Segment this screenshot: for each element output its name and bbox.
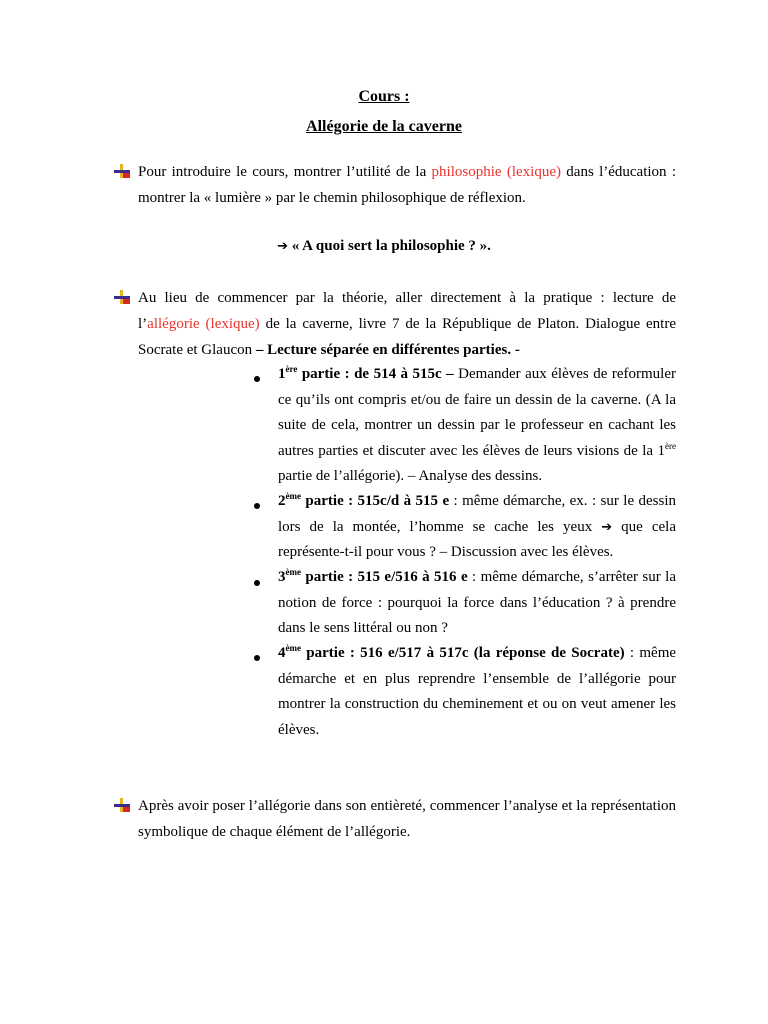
bullet-dot-icon (254, 376, 260, 382)
arrow-right-icon: ➔ (601, 519, 613, 535)
bullet-cross-icon (114, 798, 130, 812)
lexique-term: philosophie (lexique) (431, 164, 561, 180)
part-number: 1 (278, 366, 286, 382)
part-ordinal: ème (285, 491, 301, 501)
part-ordinal: ème (285, 567, 301, 577)
practice-paragraph (138, 285, 676, 363)
part-item (278, 362, 676, 490)
course-label: Cours : (358, 88, 410, 105)
part-item (278, 641, 676, 743)
part-number: 2 (278, 493, 286, 509)
bullet-cross-icon (114, 164, 130, 178)
part-number: 3 (278, 569, 286, 585)
part-heading: partie : 516 e/517 à 517c (la réponse de Socrate) (306, 645, 625, 661)
part-text-b: partie de l’allégorie). – Analyse des dessins. (278, 468, 543, 484)
practice-text-a: Au lieu de commencer par la théorie, aller directement à la pratique : lecture de l’ (138, 290, 676, 332)
part-item (278, 489, 676, 566)
part-heading: partie : 515c/d à 515 e (305, 493, 450, 509)
intro-text-b: dans l’éducation : montrer la « lumière » par le chemin philosophique de réflexion. (138, 164, 677, 206)
bullet-cross-icon (114, 290, 130, 304)
part-ordinal: ère (285, 364, 298, 374)
question-text: « A quoi sert la philosophie ? ». (291, 238, 491, 254)
practice-text-b: de la caverne, livre 7 de la République de Platon. Dialogue entre Socrate et Glaucon (138, 316, 676, 358)
intro-text-a: Pour introduire le cours, montrer l’utilité de la (138, 164, 427, 180)
lexique-term: allégorie (lexique) (147, 316, 260, 332)
question-line (0, 238, 768, 255)
part-text-a: : même démarche, s’arrêter sur la notion de force : pourquoi la force dans l’éducation ? à prendre dans le sens littéral ou non ? (278, 569, 676, 636)
part-text-b: que cela représente-t-il pour vous ? – Discussion avec les élèves. (278, 518, 676, 560)
bullet-dot-icon (254, 580, 260, 586)
part-text-a: : même démarche et en plus reprendre l’ensemble de l’allégorie pour montrer la construction du cheminement et ou on veut amener les élèves. (278, 645, 677, 738)
document-title: Allégorie de la caverne (306, 118, 462, 135)
part-number: 4 (278, 645, 286, 661)
bullet-dot-icon (254, 655, 260, 661)
arrow-right-icon: ➔ (277, 239, 288, 254)
practice-bold-text: – Lecture séparée en différentes parties. - (255, 342, 520, 358)
part-heading: partie : 515 e/516 à 516 e (305, 569, 468, 585)
part-item (278, 565, 676, 642)
part-ordinal: ème (285, 643, 301, 653)
intro-paragraph (138, 159, 676, 211)
analysis-paragraph: Après avoir poser l’allégorie dans son entièreté, commencer l’analyse et la représentation symbolique de chaque élément de l’allégorie. (138, 798, 676, 840)
part-text-a: Demander aux élèves de reformuler ce qu’ils ont compris et/ou de faire un dessin de la caverne. (A la suite de cela, montrer un dessin par le professeur en cachant les autres parties et discuter avec les élèves de leurs visions de la 1 (278, 366, 676, 459)
bullet-dot-icon (254, 503, 260, 509)
part-heading: partie : de 514 à 515c – (301, 366, 454, 382)
part-text-ordinal: ère (665, 440, 676, 451)
part-text-a: : même démarche, ex. : sur le dessin lors de la montée, l’homme se cache les yeux (278, 493, 677, 535)
